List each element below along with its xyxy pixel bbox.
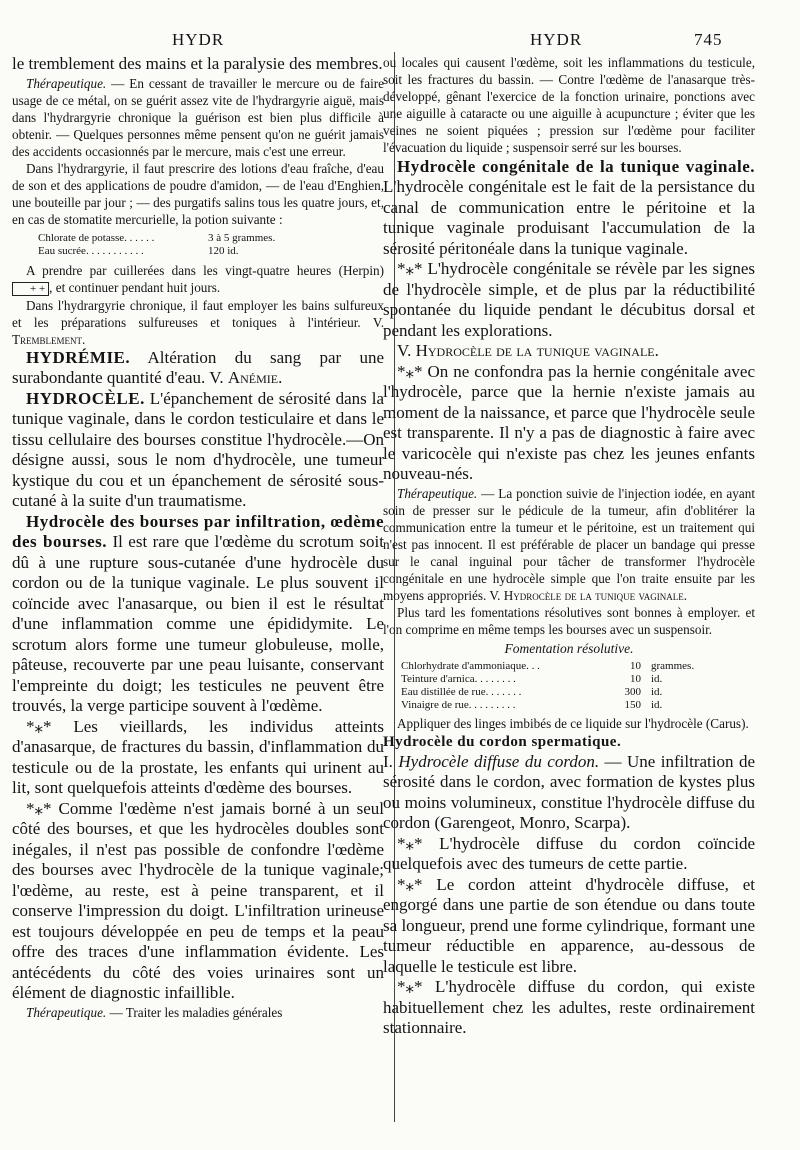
- ingredient-qty: 300: [624, 686, 641, 699]
- ingredient-name: Vinaigre de rue. . . . . . . . .: [401, 699, 516, 712]
- cross-reference: V. Hydrocèle de la tunique vaginale.: [397, 341, 659, 361]
- section-text: L'hydrocèle congénitale est le fait de la persistance du canal de communication entre le péritoine et la tunique vaginale produisant l'accumulation de la sérosité péritonéale dans la tunique vaginale.: [383, 177, 755, 258]
- ingredient-qty: 120 id.: [208, 245, 239, 258]
- cross-reference: Tremblement.: [12, 331, 86, 347]
- formula-row: [401, 699, 755, 712]
- paragraph: Appliquer des linges imbibés de ce liquide sur l'hydrocèle (Carus).: [397, 716, 749, 732]
- section-infiltration: [12, 512, 384, 717]
- paragraph: Dans l'hydrargyrie, il faut prescrire des lotions d'eau fraîche, d'eau de son et des applications de poudre d'amidon, — de l'eau d'Enghien, une bouteille par jour ; — des purgatifs salins tous les quatre jours, et, en cas de stomatite mercurielle, la potion suivante :: [12, 160, 384, 228]
- paragraph: le tremblement des mains et la paralysie des membres.: [12, 54, 383, 73]
- cross-reference: Hydrocèle de la tunique vaginale.: [503, 588, 688, 604]
- section-text: Il est rare que l'œdème du scrotum soit dû à une rupture sous-cutanée d'une hydrocèle du cordon ou de la tunique vaginale. Le plus souvent il coïncide avec l'anasarque, ou bien il est le résultat d'une inflammation comme une épididymite. Le scrotum alors forme une tumeur globuleuse, molle, pâteuse, recouverte par une peau luisante, conservant l'empreinte du doigt; les testicules ne peuvent être trouvés, la verge participe souvent à l'œdème.: [12, 532, 384, 716]
- paragraph: ou locales qui causent l'œdème, soit les inflammations du testicule, soit les fractures du bassin. — Contre l'œdème de l'anasarque très-développé, gênant l'exercice de la fonction urinaire, ponctions avec une aiguille à cataracte ou une aiguille à acupuncture ; éviter que les veines ne soient piquées ; pression sur l'œdème pour faciliter l'évacuation du liquide ; suspensoir serré sur les bourses.: [383, 55, 755, 156]
- left-column: [12, 54, 384, 1021]
- formula-row: [401, 673, 755, 686]
- paragraph: [383, 752, 755, 834]
- ingredient-qty: 150: [624, 699, 641, 712]
- headword: HYDROCÈLE.: [26, 388, 145, 408]
- paragraph: *⁎* L'hydrocèle congénitale se révèle par les signes de l'hydrocèle simple, et de plus par la réductibilité spontanée du liquide pendant le décubitus dorsal et pendant les explorations.: [383, 259, 755, 340]
- therapeutique-label: Thérapeutique.: [397, 485, 478, 501]
- ingredient-unit: id.: [651, 673, 663, 686]
- paragraph: *⁎* L'hydrocèle diffuse du cordon coïncide quelquefois avec des tumeurs de cette partie.: [383, 833, 755, 873]
- header-right: HYDR: [530, 30, 583, 49]
- formula: [401, 660, 755, 712]
- entry-hydremie: [12, 348, 384, 389]
- section-heading-text: Hydrocèle du cordon spermatique.: [383, 733, 622, 750]
- ingredient-name: Teinture d'arnica. . . . . . . .: [401, 673, 516, 686]
- paragraph: *⁎* On ne confondra pas la hernie congénitale avec l'hydrocèle, parce que la hernie n'existe jamais au moment de la naissance, et parce que l'hydrocèle seule est transparente. Il n'y a pas de diagnostic à faire avec le varicocèle qui n'existe pas chez les jeunes enfants nouveau-nés.: [383, 361, 755, 484]
- section-congenitale: [383, 157, 755, 260]
- efficacy-symbol: + +: [12, 282, 49, 296]
- paragraph: *⁎* L'hydrocèle diffuse du cordon, qui existe habituellement chez les adultes, reste ordinairement stationnaire.: [383, 977, 755, 1037]
- paragraph-text: — En cessant de travailler le mercure ou de faire usage de ce métal, on se guérit assez vite de l'hydrargyrie aiguë, mais dans l'hydrargyrie chronique la guérison est bien plus difficile à obtenir. — Quelques personnes même pensent qu'on ne guérit jamais des accidents occasionnés par le mercure, mais c'est une erreur.: [12, 75, 384, 159]
- formula-row: [401, 686, 755, 699]
- therapeutique-label: Thérapeutique.: [26, 1004, 107, 1020]
- ingredient-name: Chlorate de potasse. . . . . .: [38, 232, 155, 245]
- ingredient-qty: 10: [630, 673, 641, 686]
- paragraph-text: I.: [383, 751, 399, 771]
- header-left: HYDR: [172, 30, 225, 49]
- formula-row: [401, 660, 755, 673]
- section-heading: Hydrocèle des bourses par infiltration, œdème des bourses.: [12, 511, 384, 552]
- section-heading: [383, 733, 755, 752]
- therapeutique-label: Thérapeutique.: [26, 75, 107, 91]
- right-column: [383, 54, 755, 1039]
- paragraph-text: Dans l'hydrargyrie chronique, il faut employer les bains sulfureux et les préparations sulfureuses et toniques à l'intérieur. V.: [12, 297, 384, 330]
- paragraph-text: , et continuer pendant huit jours.: [49, 280, 221, 296]
- recipe: [38, 232, 384, 258]
- ingredient-unit: id.: [651, 699, 663, 712]
- ingredient-unit: grammes.: [651, 660, 695, 673]
- paragraph: [12, 75, 384, 160]
- headword: HYDRÉMIE.: [26, 347, 131, 367]
- paragraph: [12, 297, 384, 348]
- subsection-title: Hydrocèle diffuse du cordon.: [398, 751, 600, 771]
- paragraph: Plus tard les fomentations résolutives sont bonnes à employer. et l'on comprime en même temps les bourses avec un suspensoir.: [383, 605, 755, 638]
- paragraph-text: — Une infiltration de sérosité dans le cordon, avec formation de kystes plus ou moins volumineux, constitue l'hydrocèle diffuse du cordon (Garengeot, Monro, Scarpa).: [383, 751, 755, 832]
- paragraph-text: — Traiter les maladies générales: [106, 1004, 283, 1020]
- entry-hydrocele: [12, 389, 384, 512]
- paragraph: [383, 485, 755, 605]
- section-heading: Hydrocèle congénitale de la tunique vaginale.: [397, 156, 755, 176]
- recipe-row: [38, 232, 384, 245]
- entry-text: Altération du sang par une surabondante quantité d'eau. V.: [12, 347, 384, 388]
- formula-title: Fomentation résolutive.: [504, 641, 634, 657]
- ingredient-qty: 10: [630, 660, 641, 673]
- recipe-row: [38, 245, 384, 258]
- cross-reference: Anémie.: [227, 368, 283, 388]
- ingredient-unit: id.: [651, 686, 663, 699]
- paragraph: *⁎* Le cordon atteint d'hydrocèle diffuse, et engorgé dans une partie de son étendue ou dans toute sa longueur, prend une forme cylindrique, formant une tumeur réductible en apparence, au-dessous de laquelle le testicule est libre.: [383, 874, 755, 976]
- ingredient-qty: 3 à 5 grammes.: [208, 232, 276, 245]
- ingredient-name: Chlorhydrate d'ammoniaque. . .: [401, 660, 540, 673]
- running-header: [0, 30, 800, 54]
- page-number: 745: [694, 30, 723, 49]
- paragraph: *⁎* Comme l'œdème n'est jamais borné à un seul côté des bourses, et que les hydrocèles doubles sont inégales, il n'est pas possible de confondre l'œdème des bourses avec l'hydrocèle de la tunique vaginale; l'œdème, au reste, est à peine transparent, et il conserve l'impression du doigt. L'infiltration urineuse est toujours développée en peu de temps et la peau offre des traces d'une inflammation évidente. Les antécédents du côté des voies urinaires sont un élément de diagnostic infaillible.: [12, 798, 384, 1003]
- ingredient-name: Eau distillée de rue. . . . . . .: [401, 686, 522, 699]
- entry-text: L'épanchement de sérosité dans la tunique vaginale, dans le cordon testiculaire et dans le tissu cellulaire des bourses constitue l'hydrocèle.—On désigne aussi, sous le nom d'hydrocèle, une tumeur kystique du cou et un épanchement de sérosité sous-cutané à la suite d'un traumatisme.: [12, 388, 384, 511]
- paragraph: [12, 262, 384, 296]
- paragraph-text: — La ponction suivie de l'injection iodée, en ayant soin de presser sur le pédicule de la tumeur, afin d'oblitérer la communication entre la tumeur et le péritoine, est un traitement qui n'est pas innocent. Il est préférable de placer un bandage qui presse sur le canal inguinal pour tâcher de transformer l'hydrocèle congénitale en une hydrocèle simple que l'on traite ensuite par les moyens appropriés. V.: [383, 485, 755, 604]
- paragraph: *⁎* Les vieillards, les individus atteints d'anasarque, de fractures du bassin, d'inflammation du testicule ou de la prostate, les enfants qui urinent au lit, sont quelquefois atteints d'œdème des bourses.: [12, 716, 384, 798]
- paragraph: [12, 1004, 384, 1021]
- paragraph-text: A prendre par cuillerées dans les vingt-quatre heures (Herpin): [26, 263, 384, 279]
- ingredient-name: Eau sucrée. . . . . . . . . . .: [38, 245, 144, 258]
